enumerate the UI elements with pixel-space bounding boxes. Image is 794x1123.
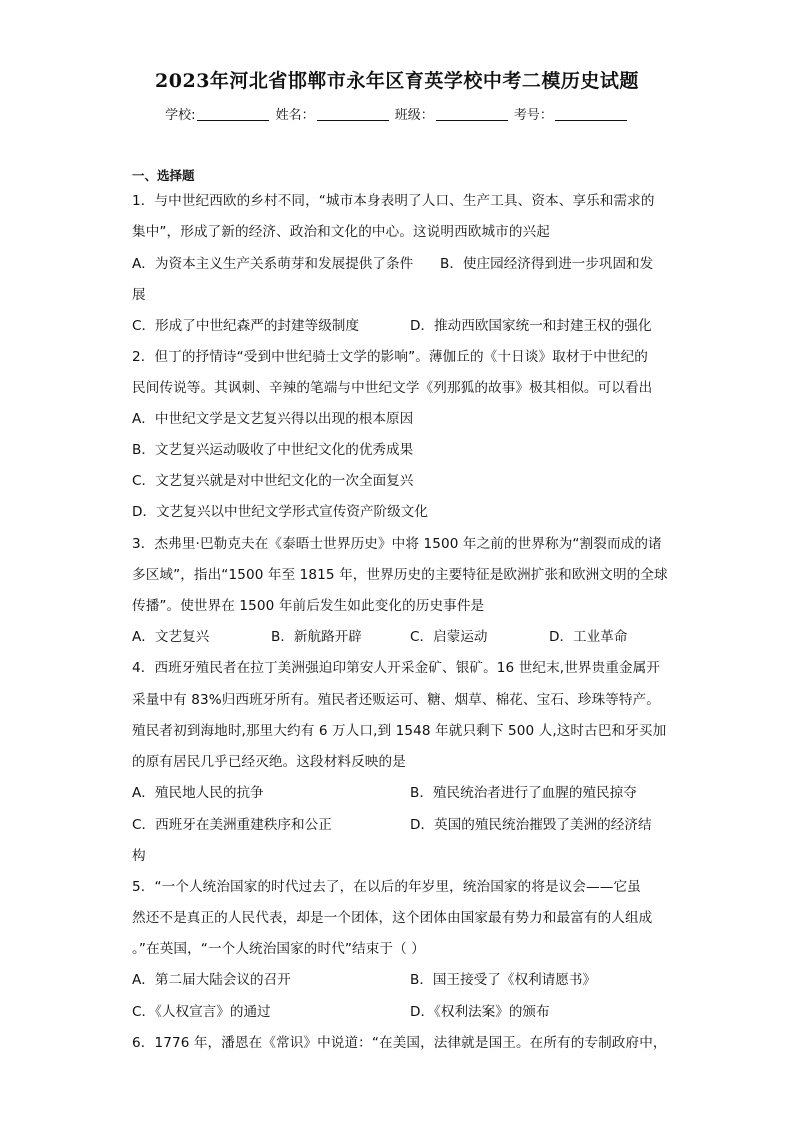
q6-stem-line-1: 6．1776 年，潘恩在《常识》中说道：“在美国，法律就是国王。在所有的专制政府中， bbox=[132, 1035, 667, 1051]
q1-option-b-continued: 展 bbox=[132, 287, 146, 303]
q4-option-c: C．西班牙在美洲重建秩序和公正 bbox=[132, 817, 332, 833]
q2-option-a: A．中世纪文学是文艺复兴得以出现的根本原因 bbox=[132, 411, 414, 427]
q5-stem-line-1: 5．“一个人统治国家的时代过去了，在以后的年岁里，统治国家的将是议会——它虽 bbox=[132, 879, 641, 895]
q3-option-d: D．工业革命 bbox=[549, 629, 628, 645]
name-blank bbox=[317, 108, 389, 121]
q3-stem-line-2: 多区域”，指出“1500 年至 1815 年，世界历史的主要特征是欧洲扩张和欧洲文明的全球 bbox=[132, 567, 668, 583]
q3-option-b: B．新航路开辟 bbox=[271, 629, 362, 645]
q4-stem-line-2: 采量中有 83%归西班牙所有。殖民者还贩运可、糖、烟草、棉花、宝石、珍珠等特产。 bbox=[132, 692, 660, 708]
q5-option-c: C．《人权宣言》的通过 bbox=[132, 1004, 271, 1020]
q4-option-d: D．英国的殖民统治摧毁了美洲的经济结 bbox=[410, 817, 652, 833]
q3-option-a: A．文艺复兴 bbox=[132, 629, 210, 645]
number-label: 考号： bbox=[513, 108, 553, 123]
q2-option-b: B．文艺复兴运动吸收了中世纪文化的优秀成果 bbox=[132, 442, 414, 458]
q3-stem-line-3: 传播”。使世界在 1500 年前后发生如此变化的历史事件是 bbox=[132, 598, 485, 614]
section-title: 一、选择题 bbox=[132, 168, 195, 183]
class-label: 班级： bbox=[394, 108, 434, 123]
q4-option-a: A．殖民地人民的抗争 bbox=[132, 785, 264, 801]
q5-option-d: D．《权利法案》的颁布 bbox=[410, 1004, 550, 1020]
q2-option-c: C．文艺复兴就是对中世纪文化的一次全面复兴 bbox=[132, 473, 414, 489]
q5-stem-line-2: 然还不是真正的人民代表，却是一个团体，这个团体由国家最有势力和最富有的人组成 bbox=[132, 910, 653, 926]
q1-option-b: B．使庄园经济得到进一步巩固和发 bbox=[440, 256, 654, 272]
q1-option-d: D．推动西欧国家统一和封建王权的强化 bbox=[410, 318, 652, 334]
q4-stem-line-4: 的原有居民几乎已经灭绝。这段材料反映的是 bbox=[132, 754, 406, 770]
q3-stem-line-1: 3．杰弗里·巴勒克夫在《泰晤士世界历史》中将 1500 年之前的世界称为“割裂而成的诸 bbox=[132, 536, 662, 552]
q3-option-c: C．启蒙运动 bbox=[410, 629, 488, 645]
q4-option-d-continued: 构 bbox=[132, 848, 146, 864]
q2-option-d: D．文艺复兴以中世纪文学形式宣传资产阶级文化 bbox=[132, 504, 428, 520]
q1-stem-line-1: 1．与中世纪西欧的乡村不同，“城市本身表明了人口、生产工具、资本、享乐和需求的 bbox=[132, 193, 655, 209]
q2-stem-line-1: 2．但丁的抒情诗“受到中世纪骑士文学的影响”。薄伽丘的《十日谈》取材于中世纪的 bbox=[132, 349, 649, 365]
q1-option-c: C．形成了中世纪森严的封建等级制度 bbox=[132, 318, 359, 334]
school-blank bbox=[197, 108, 269, 121]
school-label: 学校: bbox=[165, 108, 196, 123]
q1-stem-line-2: 集中”，形成了新的经济、政治和文化的中心。这说明西欧城市的兴起 bbox=[132, 224, 550, 240]
q5-option-b: B．国王接受了《权利请愿书》 bbox=[410, 972, 597, 988]
class-blank bbox=[436, 108, 508, 121]
q5-option-a: A．第二届大陆会议的召开 bbox=[132, 972, 291, 988]
exam-title: 2023年河北省邯郸市永年区育英学校中考二模历史试题 bbox=[155, 70, 639, 92]
q4-stem-line-1: 4．西班牙殖民者在拉丁美洲强迫印第安人开采金矿、银矿。16 世纪末,世界贵重金属开 bbox=[132, 660, 661, 676]
q2-stem-line-2: 民间传说等。其讽刺、辛辣的笔端与中世纪文学《列那狐的故事》极其相似。可以看出 bbox=[132, 380, 653, 396]
student-info-row bbox=[0, 104, 794, 123]
name-label: 姓名： bbox=[275, 108, 315, 123]
number-blank bbox=[555, 108, 627, 121]
q4-option-b: B．殖民统治者进行了血腥的殖民掠夺 bbox=[410, 785, 637, 801]
q4-stem-line-3: 殖民者初到海地时,那里大约有 6 万人口,到 1548 年就只剩下 500 人,这时古巴和牙买加 bbox=[132, 723, 667, 739]
q1-option-a: A．为资本主义生产关系萌芽和发展提供了条件 bbox=[132, 256, 414, 272]
q5-stem-line-3: 。”在英国，“一个人统治国家的时代”结束于（ ） bbox=[132, 941, 425, 957]
